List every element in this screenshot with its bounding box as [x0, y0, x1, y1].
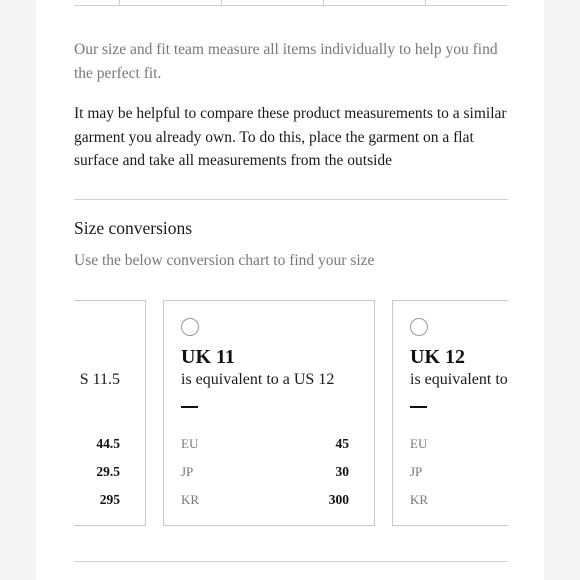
conversion-value: 300 [328, 492, 349, 507]
conversion-value: 44.5 [96, 436, 120, 451]
conversion-row-eu [181, 436, 349, 456]
size-cards-carousel[interactable] [74, 300, 508, 526]
dash-separator [181, 406, 198, 408]
conversion-region: KR [410, 492, 429, 507]
size-conversions-title: Size conversions [74, 218, 193, 238]
table-cell-divider [323, 0, 324, 5]
measurement-help-text: It may be helpful to compare these product measurements to a similar garment you already own. To do this, place the garment on a flat surface and take all measurements from the outside [74, 105, 507, 169]
conversion-row [74, 492, 120, 512]
conversion-region: EU [181, 436, 199, 451]
conversion-region: JP [181, 464, 194, 479]
measurements-table-bottom-edge [74, 0, 508, 6]
size-conversions-subtitle: Use the below conversion chart to find your size [74, 252, 375, 269]
dash-separator [410, 406, 427, 408]
conversion-row [74, 464, 120, 484]
size-card-uk-11[interactable] [163, 300, 375, 526]
size-label: UK 12 [410, 346, 465, 368]
conversion-region: EU [410, 436, 428, 451]
section-divider [74, 199, 508, 200]
conversion-value: 29.5 [96, 464, 120, 479]
conversion-value: 30 [335, 464, 349, 479]
conversion-row-kr [181, 492, 349, 512]
table-cell-divider [221, 0, 222, 5]
conversion-region: JP [410, 464, 423, 479]
size-radio-button[interactable] [181, 318, 199, 336]
size-card-uk-12[interactable] [392, 300, 508, 526]
size-equivalent-text: is equivalent to a US 12 [181, 371, 335, 388]
size-label: UK 11 [181, 346, 235, 368]
table-cell-divider [425, 0, 426, 5]
size-radio-button[interactable] [410, 318, 428, 336]
conversion-row-kr [410, 492, 508, 512]
conversion-row-eu [410, 436, 508, 456]
conversion-row-jp [410, 464, 508, 484]
size-guide-content [74, 0, 508, 580]
size-equivalent-text: S 11.5 [79, 371, 120, 388]
conversion-row [74, 436, 120, 456]
size-equivalent-text: is equivalent to [410, 371, 508, 388]
fit-team-intro: Our size and fit team measure all items individually to help you find the perfect fit. [74, 41, 498, 82]
size-card[interactable] [74, 300, 146, 526]
section-divider [74, 561, 508, 562]
conversion-region: KR [181, 492, 200, 507]
conversion-value: 45 [335, 436, 349, 451]
conversion-value: 295 [99, 492, 120, 507]
conversion-row-jp [181, 464, 349, 484]
table-cell-divider [119, 0, 120, 5]
